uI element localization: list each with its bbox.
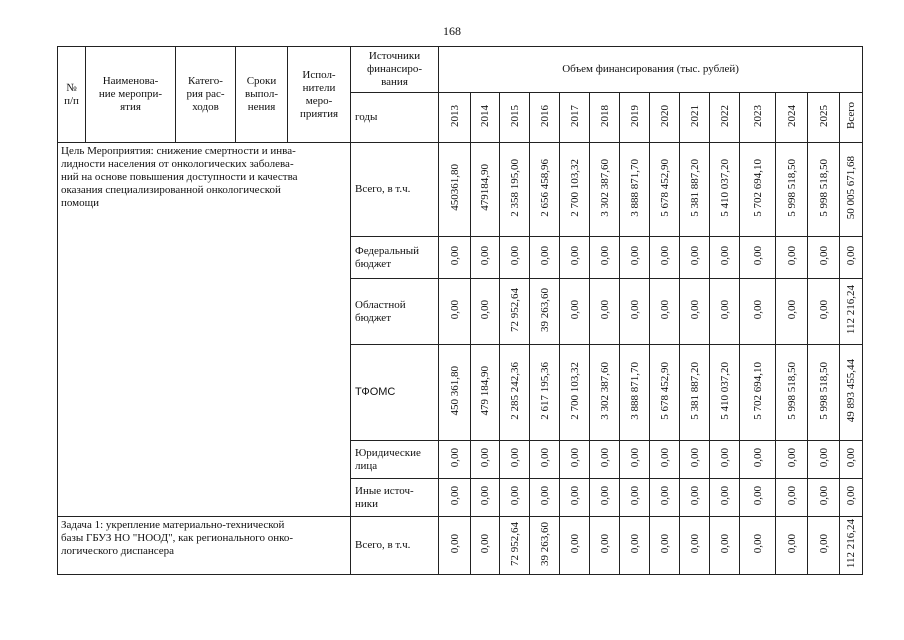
header-num: № п/п [58,47,86,143]
value-cell: 0,00 [439,441,471,479]
value-cell: 112 216,24 [840,517,863,575]
value-cell: 0,00 [776,441,808,479]
value-cell: 0,00 [740,441,776,479]
value-cell: 50 005 671,68 [840,143,863,237]
value-cell: 0,00 [840,479,863,517]
value-cell: 5 381 887,20 [680,143,710,237]
header-sources: Источники финансиро- вания [351,47,439,93]
table-row [58,517,863,575]
value-cell: 479 184,90 [471,345,500,441]
value-cell: 450 361,80 [439,345,471,441]
value-cell: 0,00 [808,441,840,479]
value-cell: 0,00 [650,441,680,479]
value-cell: 0,00 [590,479,620,517]
source-label: Иные источ- ники [351,479,439,517]
value-cell: 0,00 [650,517,680,575]
value-cell: 0,00 [471,441,500,479]
value-cell: 112 216,24 [840,279,863,345]
header-year: 2013 [439,93,471,143]
value-cell: 0,00 [471,279,500,345]
value-cell: 0,00 [680,517,710,575]
value-cell: 0,00 [680,479,710,517]
header-terms: Сроки выпол- нения [236,47,288,143]
value-cell: 0,00 [471,237,500,279]
value-cell: 0,00 [710,441,740,479]
value-cell: 0,00 [620,237,650,279]
value-cell: 0,00 [740,479,776,517]
value-cell: 0,00 [500,441,530,479]
value-cell: 0,00 [808,279,840,345]
value-cell: 0,00 [560,279,590,345]
source-label: ТФОМС [351,345,439,441]
value-cell: 0,00 [560,237,590,279]
value-cell: 2 285 242,36 [500,345,530,441]
value-cell: 0,00 [680,279,710,345]
source-label: Областной бюджет [351,279,439,345]
value-cell: 0,00 [590,237,620,279]
value-cell: 39 263,60 [530,279,560,345]
value-cell: 2 700 103,32 [560,143,590,237]
source-label: Федеральный бюджет [351,237,439,279]
value-cell: 0,00 [650,279,680,345]
goal-description: Цель Мероприятия: снижение смертности и инва- лидности населения от онкологических заболева- ний на основе повышения доступности и качества оказания специализированной онкологической помощи [58,143,351,517]
value-cell: 0,00 [471,517,500,575]
value-cell: 0,00 [439,279,471,345]
value-cell: 0,00 [500,479,530,517]
value-cell: 5 998 518,50 [776,143,808,237]
page-number: 168 [443,24,461,38]
value-cell: 0,00 [776,279,808,345]
value-cell: 5 702 694,10 [740,345,776,441]
value-cell: 0,00 [710,237,740,279]
header-year: 2018 [590,93,620,143]
value-cell: 0,00 [530,479,560,517]
value-cell: 5 998 518,50 [776,345,808,441]
value-cell: 450361,80 [439,143,471,237]
value-cell: 0,00 [740,279,776,345]
source-label: Юридические лица [351,441,439,479]
header-year: 2019 [620,93,650,143]
value-cell: 5 678 452,90 [650,345,680,441]
value-cell: 5 410 037,20 [710,345,740,441]
header-volume: Объем финансирования (тыс. рублей) [439,47,863,93]
value-cell: 2 656 458,96 [530,143,560,237]
value-cell: 0,00 [439,479,471,517]
header-category: Катего- рия рас- ходов [176,47,236,143]
value-cell: 0,00 [560,441,590,479]
header-year: 2017 [560,93,590,143]
value-cell: 5 998 518,50 [808,345,840,441]
value-cell: 0,00 [620,517,650,575]
value-cell: 0,00 [620,279,650,345]
value-cell: 0,00 [710,279,740,345]
value-cell: 5 678 452,90 [650,143,680,237]
value-cell: 2 617 195,36 [530,345,560,441]
value-cell: 5 702 694,10 [740,143,776,237]
value-cell: 49 893 455,44 [840,345,863,441]
value-cell: 0,00 [439,517,471,575]
header-year: 2024 [776,93,808,143]
value-cell: 0,00 [530,237,560,279]
value-cell: 0,00 [590,517,620,575]
source-label: Всего, в т.ч. [351,517,439,575]
header-year: 2025 [808,93,840,143]
header-year: 2021 [680,93,710,143]
value-cell: 0,00 [808,237,840,279]
header-year: 2023 [740,93,776,143]
value-cell: 0,00 [500,237,530,279]
value-cell: 0,00 [776,237,808,279]
value-cell: 0,00 [620,479,650,517]
value-cell: 0,00 [740,237,776,279]
value-cell: 0,00 [680,237,710,279]
value-cell: 2 700 103,32 [560,345,590,441]
header-name: Наименова- ние меропри- ятия [86,47,176,143]
value-cell: 0,00 [590,441,620,479]
task-description: Задача 1: укрепление материально-технической базы ГБУЗ НО "НООД", как регионального онко- логического диспансера [58,517,351,575]
value-cell: 0,00 [776,479,808,517]
value-cell: 39 263,60 [530,517,560,575]
value-cell: 5 998 518,50 [808,143,840,237]
header-year: 2022 [710,93,740,143]
value-cell: 0,00 [776,517,808,575]
value-cell: 0,00 [740,517,776,575]
value-cell: 0,00 [710,517,740,575]
value-cell: 3 888 871,70 [620,143,650,237]
value-cell: 0,00 [808,479,840,517]
value-cell: 0,00 [560,479,590,517]
value-cell: 72 952,64 [500,517,530,575]
value-cell: 0,00 [560,517,590,575]
value-cell: 0,00 [840,441,863,479]
value-cell: 0,00 [471,479,500,517]
source-label: Всего, в т.ч. [351,143,439,237]
value-cell: 2 358 195,00 [500,143,530,237]
header-executors: Испол- нители меро- приятия [288,47,351,143]
header-year: 2014 [471,93,500,143]
header-year: 2015 [500,93,530,143]
value-cell: 72 952,64 [500,279,530,345]
value-cell: 479184,90 [471,143,500,237]
value-cell: 5 381 887,20 [680,345,710,441]
value-cell: 0,00 [650,237,680,279]
value-cell: 0,00 [808,517,840,575]
header-year: 2016 [530,93,560,143]
value-cell: 3 302 387,60 [590,345,620,441]
value-cell: 0,00 [840,237,863,279]
header-year: Всего [840,93,863,143]
value-cell: 0,00 [530,441,560,479]
value-cell: 0,00 [680,441,710,479]
header-years-label: годы [351,93,439,143]
table-row [58,143,863,237]
value-cell: 3 888 871,70 [620,345,650,441]
financing-table [57,46,863,575]
value-cell: 0,00 [650,479,680,517]
value-cell: 0,00 [439,237,471,279]
header-year: 2020 [650,93,680,143]
value-cell: 0,00 [620,441,650,479]
value-cell: 3 302 387,60 [590,143,620,237]
value-cell: 0,00 [590,279,620,345]
value-cell: 5 410 037,20 [710,143,740,237]
value-cell: 0,00 [710,479,740,517]
